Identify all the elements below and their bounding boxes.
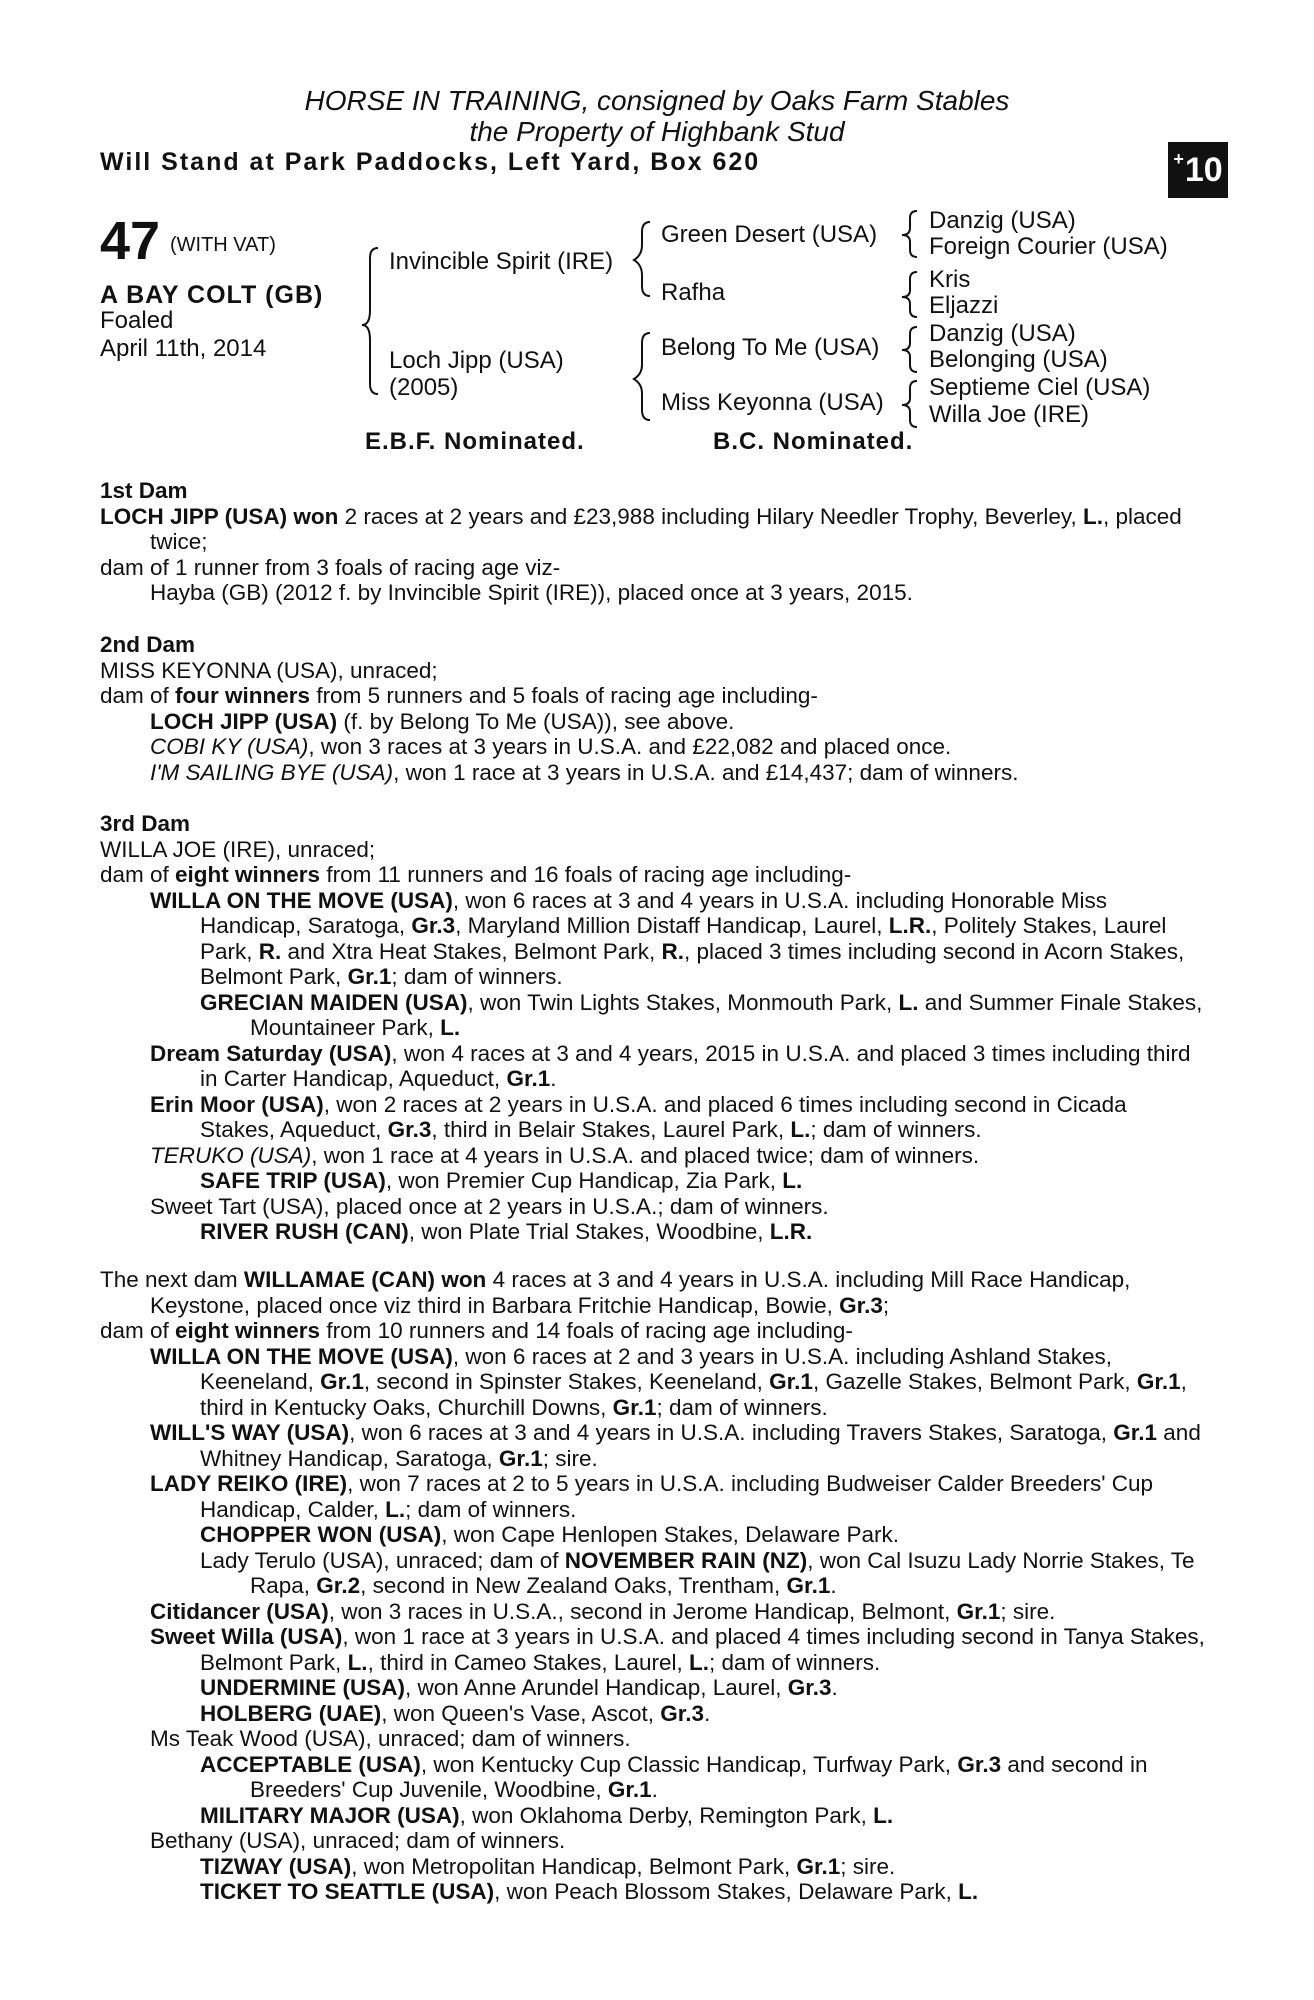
race-grade: L.	[898, 989, 919, 1015]
dam-record: WILLA JOE (IRE), unraced;	[100, 836, 376, 862]
pedigree-dds: Septieme Ciel (USA)	[929, 374, 1151, 401]
produce-summary: dam of 1 runner from 3 foals of racing age viz-	[100, 554, 561, 580]
race-grade: Gr.3	[957, 1751, 1002, 1777]
race-grade: L.	[873, 1802, 894, 1828]
horse-name: ACCEPTABLE (USA)	[200, 1751, 421, 1777]
first-dam-section	[100, 478, 1205, 606]
produce-entry	[100, 734, 1205, 760]
record-text: (f. by Belong To Me (USA)), see above.	[337, 708, 735, 734]
race-grade: Gr.3	[387, 1117, 432, 1142]
record-text: The next dam	[100, 1267, 244, 1292]
summary-text: dam of	[100, 683, 176, 708]
pedigree-dam-year: (2005)	[389, 374, 459, 401]
pedigree-dam: Loch Jipp (USA)	[389, 347, 564, 374]
horse-name: WILLA ON THE MOVE (USA)	[150, 887, 453, 913]
summary-text: from 11 runners and 16 foals of racing age including-	[320, 862, 852, 887]
race-grade: Gr.2	[316, 1573, 361, 1598]
record-text: ; sire.	[1000, 1598, 1056, 1624]
produce-summary	[100, 1318, 1205, 1344]
record-text: ; dam of winners.	[810, 1117, 982, 1142]
record-text: , won Peach Blossom Stakes, Delaware Park,	[494, 1879, 959, 1904]
section-heading: 1st Dam	[100, 478, 188, 503]
produce-summary	[100, 862, 1205, 888]
horse-name: WILL'S WAY (USA)	[150, 1420, 350, 1445]
horse-name: I'M SAILING BYE (USA)	[150, 759, 394, 785]
pedigree-dsd: Belonging (USA)	[929, 346, 1108, 373]
winners-count: eight winners	[175, 1318, 321, 1343]
badge-mark: +	[1173, 148, 1184, 169]
horse-name: UNDERMINE (USA)	[200, 1675, 405, 1700]
record-text: , won Metropolitan Handicap, Belmont Park,	[351, 1853, 797, 1879]
horse-name: Dream Saturday (USA)	[150, 1040, 392, 1066]
race-grade: Gr.1	[1113, 1420, 1158, 1445]
race-grade: L.R.	[769, 1219, 813, 1244]
record-text: , third in Belair Stakes, Laurel Park,	[431, 1117, 791, 1142]
record-text: .	[651, 1777, 658, 1802]
record-text: ; dam of winners.	[391, 964, 563, 989]
record-text: , third in Kentucky Oaks, Churchill Downs,	[200, 1369, 1187, 1420]
record-text: , won Plate Trial Stakes, Woodbine,	[408, 1219, 770, 1244]
record-text: , won 6 races at 3 and 4 years in U.S.A. including Honorable Miss Handicap, Saratoga,	[200, 887, 1107, 938]
horse-name: TICKET TO SEATTLE (USA)	[200, 1879, 495, 1904]
race-grade: R.	[258, 938, 282, 964]
record-text: , won Anne Arundel Handicap, Laurel,	[405, 1675, 788, 1700]
race-grade: Gr.3	[839, 1292, 883, 1318]
record-text: , won 4 races at 3 and 4 years, 2015 in U.S.A. and placed 3 times including third in Carter Handicap, Aqueduct,	[200, 1040, 1191, 1091]
record-text: , won 1 race at 3 years in U.S.A. and £14,437; dam of winners.	[393, 759, 1019, 785]
record-text: , won 3 races at 3 years in U.S.A. and £22,082 and placed once.	[308, 734, 952, 759]
race-grade: L.	[440, 1015, 461, 1040]
pedigree-dam-dam: Miss Keyonna (USA)	[661, 389, 884, 416]
race-grade: Gr.1	[498, 1445, 543, 1471]
race-grade: L.R.	[888, 913, 932, 938]
race-grade: Gr.1	[956, 1598, 1001, 1624]
foaled-label: Foaled	[100, 307, 174, 334]
stand-location: Will Stand at Park Paddocks, Left Yard, Box 620	[100, 148, 761, 176]
record-text: , Gazelle Stakes, Belmont Park,	[812, 1369, 1137, 1394]
dam-record	[100, 504, 1205, 555]
pedigree-dss: Danzig (USA)	[929, 320, 1076, 347]
record-text: .	[704, 1700, 711, 1726]
produce-entry	[100, 1803, 1205, 1829]
race-grade: L.	[958, 1879, 979, 1904]
record-text: , won 1 race at 3 years in U.S.A. and placed 4 times including second in Tanya Stakes, Belmont Park,	[200, 1624, 1205, 1675]
pedigree-dam-sire: Belong To Me (USA)	[661, 334, 880, 361]
race-grade: Gr.1	[1136, 1369, 1181, 1394]
record-text: and Xtra Heat Stakes, Belmont Park,	[281, 938, 662, 964]
record-text: , won Premier Cup Handicap, Zia Park,	[385, 1168, 783, 1193]
produce-entry	[100, 1471, 1205, 1522]
summary-text: dam of	[100, 1318, 176, 1343]
summary-text: dam of	[100, 862, 176, 887]
produce-entry: Hayba (GB) (2012 f. by Invincible Spirit (IRE)), placed once at 3 years, 2015.	[150, 580, 913, 605]
horse-name: LADY REIKO (IRE)	[150, 1471, 348, 1496]
race-grade: R.	[661, 938, 684, 964]
race-grade: Gr.1	[796, 1853, 841, 1879]
record-text: .	[830, 1573, 837, 1598]
race-grade: L.	[790, 1117, 811, 1142]
record-text: , placed 3 times including second in Acorn Stakes, Belmont Park,	[200, 938, 1185, 989]
horse-name: TIZWAY (USA)	[200, 1853, 352, 1879]
horse-name: RIVER RUSH (CAN)	[200, 1219, 409, 1244]
summary-text: from 10 runners and 14 foals of racing age including-	[320, 1318, 853, 1343]
horse-name: Citidancer (USA)	[150, 1598, 329, 1624]
produce-entry	[100, 760, 1205, 786]
record-text: ; dam of winners.	[708, 1649, 881, 1675]
produce-entry	[100, 1041, 1205, 1092]
record-text: , won Cape Henlopen Stakes, Delaware Park.	[441, 1522, 899, 1547]
winners-count: four winners	[175, 683, 311, 708]
horse-name: WILLAMAE (CAN)	[243, 1267, 436, 1292]
horse-name: Sweet Willa (USA)	[150, 1624, 343, 1649]
race-grade: Gr.1	[347, 964, 392, 989]
produce-entry	[100, 1675, 1205, 1701]
race-grade: Gr.1	[320, 1369, 364, 1394]
record-text: , second in Spinster Stakes, Keeneland,	[363, 1369, 770, 1394]
produce-entry	[100, 888, 1205, 990]
third-dam-section	[100, 811, 1205, 1245]
pedigree-ssd: Foreign Courier (USA)	[929, 233, 1168, 260]
record-text: ; dam of winners.	[405, 1496, 577, 1522]
race-grade: L.	[688, 1649, 709, 1675]
horse-name: LOCH JIPP (USA)	[100, 503, 288, 529]
produce-entry	[100, 1879, 1205, 1905]
pedigree-sire-dam: Rafha	[661, 279, 726, 306]
record-text: , Maryland Million Distaff Handicap, Laurel,	[455, 913, 889, 938]
race-grade: L.	[385, 1496, 406, 1522]
record-text: Lady Terulo (USA), unraced; dam of	[200, 1547, 565, 1573]
horse-name: COBI KY (USA)	[150, 734, 309, 759]
produce-entry	[100, 1522, 1205, 1548]
ebf-nomination: E.B.F. Nominated.	[365, 428, 585, 455]
race-grade: L.	[782, 1168, 803, 1193]
produce-entry	[100, 1854, 1205, 1880]
record-text: , won Cal Isuzu Lady Norrie Stakes, Te Rapa,	[250, 1547, 1195, 1598]
record-text: .	[550, 1066, 557, 1091]
record-text: , won Twin Lights Stakes, Monmouth Park,	[467, 989, 899, 1015]
section-heading: 3rd Dam	[100, 811, 191, 836]
race-grade: L.	[347, 1649, 368, 1675]
vat-note: (WITH VAT)	[170, 234, 276, 256]
dam-record: MISS KEYONNA (USA), unraced;	[100, 657, 438, 683]
record-text: ; sire.	[542, 1445, 598, 1471]
record-text: ; dam of winners.	[656, 1394, 828, 1420]
produce-entry	[100, 1752, 1205, 1803]
race-grade: Gr.1	[506, 1066, 551, 1091]
produce-entry: Ms Teak Wood (USA), unraced; dam of winners.	[150, 1726, 631, 1751]
record-text: , second in New Zealand Oaks, Trentham,	[360, 1573, 787, 1598]
record-text: , placed twice;	[150, 503, 1182, 554]
race-grade: Gr.3	[787, 1675, 832, 1700]
race-grade: Gr.3	[411, 913, 456, 938]
record-text: , won 1 race at 4 years in U.S.A. and placed twice; dam of winners.	[311, 1142, 980, 1168]
record-text: , Politely Stakes, Laurel Park,	[200, 913, 1167, 964]
record-text: ;	[882, 1292, 890, 1318]
dam-record	[100, 1267, 1205, 1318]
record-text: , won 6 races at 2 and 3 years in U.S.A. including Ashland Stakes, Keeneland,	[200, 1343, 1113, 1394]
record-text: ; sire.	[840, 1853, 896, 1879]
produce-entry: Bethany (USA), unraced; dam of winners.	[150, 1828, 566, 1853]
produce-entry	[100, 1599, 1205, 1625]
record-text: 2 races at 2 years and £23,988 including Hilary Needler Trophy, Beverley,	[338, 503, 1083, 529]
horse-name: GRECIAN MAIDEN (USA)	[200, 989, 468, 1015]
horse-name: MILITARY MAJOR (USA)	[200, 1802, 460, 1828]
record-text: , third in Cameo Stakes, Laurel,	[367, 1649, 689, 1675]
pedigree-ddd: Willa Joe (IRE)	[929, 401, 1090, 428]
pedigree-sds: Kris	[929, 266, 971, 293]
next-dam-section	[100, 1267, 1205, 1905]
horse-description: A BAY COLT (GB)	[100, 281, 324, 309]
pedigree-sire: Invincible Spirit (IRE)	[389, 248, 614, 275]
horse-name: NOVEMBER RAIN (NZ)	[564, 1547, 808, 1573]
second-dam-section	[100, 632, 1205, 785]
record-text: , won 3 races in U.S.A., second in Jerome Handicap, Belmont,	[328, 1598, 957, 1624]
foaled-date: April 11th, 2014	[100, 335, 267, 362]
badge-number: 10	[1184, 150, 1223, 189]
produce-entry	[100, 1344, 1205, 1421]
property-line: the Property of Highbank Stud	[469, 116, 845, 147]
horse-name: Erin Moor (USA)	[150, 1091, 324, 1117]
produce-entry	[100, 990, 1205, 1041]
produce-entry	[100, 1548, 1205, 1599]
consignor-line: HORSE IN TRAINING, consigned by Oaks Farm Stables	[304, 85, 1010, 116]
record-text: , won 7 races at 2 to 5 years in U.S.A. including Budweiser Calder Breeders' Cup Handicap, Calder,	[200, 1471, 1154, 1522]
record-text: 4 races at 3 and 4 years in U.S.A. including Mill Race Handicap, Keystone, placed once viz third in Barbara Fritchie Handicap, Bowie,	[150, 1267, 1131, 1318]
record-text: and Summer Finale Stakes, Mountaineer Park,	[250, 989, 1203, 1040]
pedigree-sss: Danzig (USA)	[929, 207, 1076, 234]
record-text: , won Oklahoma Derby, Remington Park,	[459, 1802, 874, 1828]
record-text: , won Queen's Vase, Ascot,	[381, 1700, 661, 1726]
produce-entry	[100, 1624, 1205, 1675]
horse-name: SAFE TRIP (USA)	[200, 1168, 386, 1193]
race-grade: Gr.1	[607, 1777, 652, 1802]
record-text: and Whitney Handicap, Saratoga,	[200, 1420, 1201, 1471]
horse-name: HOLBERG (UAE)	[200, 1700, 382, 1726]
produce-entry: Sweet Tart (USA), placed once at 2 years in U.S.A.; dam of winners.	[150, 1193, 829, 1219]
won-label: won	[293, 503, 339, 529]
produce-entry	[100, 1143, 1205, 1169]
race-grade: Gr.1	[769, 1369, 813, 1394]
lot-number: 47	[100, 211, 161, 271]
bc-nomination: B.C. Nominated.	[713, 428, 914, 455]
winners-count: eight winners	[175, 862, 321, 887]
pedigree-sdd: Eljazzi	[929, 292, 999, 319]
record-text: , won 6 races at 3 and 4 years in U.S.A. including Travers Stakes, Saratoga,	[349, 1420, 1114, 1445]
pedigree-sire-sire: Green Desert (USA)	[661, 221, 878, 248]
record-text: , won Kentucky Cup Classic Handicap, Turfway Park,	[420, 1751, 958, 1777]
produce-entry	[100, 1168, 1205, 1194]
produce-entry	[100, 1092, 1205, 1143]
won-label: won	[441, 1267, 487, 1292]
produce-entry	[100, 1420, 1205, 1471]
record-text: .	[831, 1675, 838, 1700]
horse-name: CHOPPER WON (USA)	[200, 1522, 442, 1547]
section-heading: 2nd Dam	[100, 632, 196, 657]
record-text: and second in Breeders' Cup Juvenile, Woodbine,	[250, 1751, 1148, 1802]
produce-summary	[100, 683, 1205, 709]
summary-text: from 5 runners and 5 foals of racing age including-	[310, 683, 818, 708]
record-text: , won 2 races at 2 years in U.S.A. and placed 6 times including second in Cicada Stakes, Aqueduct,	[200, 1091, 1127, 1142]
race-grade: Gr.1	[786, 1573, 831, 1598]
horse-name: LOCH JIPP (USA)	[150, 708, 338, 734]
race-grade: Gr.3	[660, 1700, 705, 1726]
produce-entry	[100, 1219, 1205, 1245]
race-grade: Gr.1	[612, 1394, 657, 1420]
produce-entry	[100, 1701, 1205, 1727]
produce-entry	[100, 709, 1205, 735]
horse-name: TERUKO (USA)	[150, 1142, 312, 1168]
horse-name: WILLA ON THE MOVE (USA)	[150, 1343, 453, 1369]
race-grade: L.	[1082, 503, 1103, 529]
